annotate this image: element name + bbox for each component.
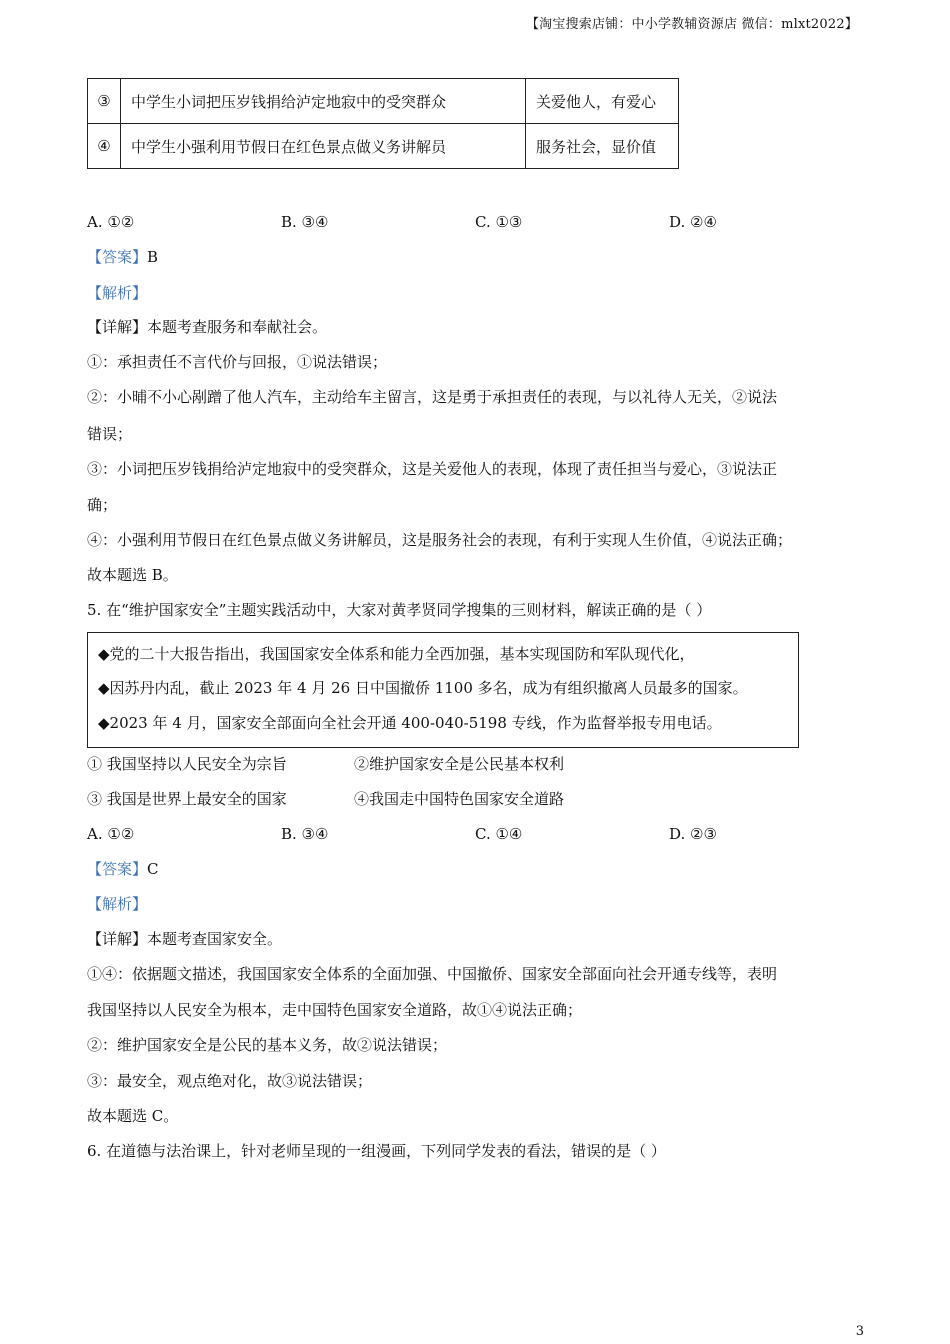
table-cell-num: ④ xyxy=(88,124,121,169)
page-header: 【淘宝搜索店铺：中小学教辅资源店 微信：mlxt2022】 xyxy=(525,17,858,32)
q5-explanation-line: ③：最安全，观点绝对化，故③说法错误； xyxy=(87,1072,373,1090)
q5-material-box xyxy=(87,632,799,748)
q5-explanation-line: ①④：依据题文描述，我国国家安全体系的全面加强、中国撤侨、国家安全部面向社会开通专线等，表明 xyxy=(87,965,778,983)
q5-explanation-line: 【详解】本题考查国家安全。 xyxy=(87,930,283,948)
answer-value: C xyxy=(147,860,159,878)
material-item: ◆党的二十大报告指出，我国国家安全体系和能力全西加强，基本实现国防和军队现代化， xyxy=(98,645,695,663)
answer-value: B xyxy=(147,248,159,266)
table-row xyxy=(88,124,679,169)
q4-option-b: B. ③④ xyxy=(281,213,329,231)
q5-option-c: C. ①④ xyxy=(475,825,523,843)
q4-option-c: C. ①③ xyxy=(475,213,523,231)
q4-explanation-line: 【详解】本题考查服务和奉献社会。 xyxy=(87,318,328,336)
q5-option-b: B. ③④ xyxy=(281,825,329,843)
q4-analysis-tag: 【解析】 xyxy=(87,284,148,302)
material-item: ◆因苏丹内乱，截止 2023 年 4 月 26 日中国撤侨 1100 多名，成为有组织撤离人员最多的国家。 xyxy=(98,679,748,697)
q4-explanation-line: 确； xyxy=(87,496,118,514)
answer-tag: 【答案】 xyxy=(87,248,148,266)
table-cell-num: ③ xyxy=(88,79,121,124)
q4-option-a: A. ①② xyxy=(87,213,135,231)
q4-conclusion: 故本题选 B。 xyxy=(87,566,178,584)
q4-explanation-line: ②：小晡不小心剐蹭了他人汽车，主动给车主留言，这是勇于承担责任的表现，与以礼待人无关，②说法 xyxy=(87,388,778,406)
q6-stem: 6. 在道德与法治课上，针对老师呈现的一组漫画，下列同学发表的看法，错误的是（ ） xyxy=(87,1142,666,1160)
q4-answer xyxy=(87,247,158,267)
q5-answer xyxy=(87,859,159,879)
q5-conclusion: 故本题选 C。 xyxy=(87,1107,179,1125)
table-cell-meaning: 关爱他人，有爱心 xyxy=(526,79,679,124)
q5-analysis-tag: 【解析】 xyxy=(87,895,148,913)
q4-explanation-line: ④：小强利用节假日在红色景点做义务讲解员，这是服务社会的表现，有利于实现人生价值，④说法正确； xyxy=(87,531,793,549)
q4-explanation-line: 错误； xyxy=(87,425,133,443)
q5-explanation-line: ②：维护国家安全是公民的基本义务，故②说法错误； xyxy=(87,1036,448,1054)
q5-statement: ④我国走中国特色国家安全道路 xyxy=(354,790,565,808)
q5-option-a: A. ①② xyxy=(87,825,135,843)
q5-statement: ① 我国坚持以人民安全为宗旨 xyxy=(87,755,287,773)
table-cell-event: 中学生小强利用节假日在红色景点做义务讲解员 xyxy=(121,124,526,169)
comparison-table xyxy=(87,78,679,169)
table-cell-meaning: 服务社会，显价值 xyxy=(526,124,679,169)
q5-option-d: D. ②③ xyxy=(669,825,717,843)
table-cell-event: 中学生小词把压岁钱捐给泸定地寂中的受突群众 xyxy=(121,79,526,124)
page-number: 3 xyxy=(855,1324,864,1339)
answer-tag: 【答案】 xyxy=(87,860,148,878)
q5-statement: ②维护国家安全是公民基本权利 xyxy=(354,755,565,773)
q4-explanation-line: ①：承担责任不言代价与回报，①说法错误； xyxy=(87,353,388,371)
q5-explanation-line: 我国坚持以人民安全为根本，走中国特色国家安全道路，故①④说法正确； xyxy=(87,1001,583,1019)
q4-explanation-line: ③：小词把压岁钱捐给泸定地寂中的受突群众，这是关爱他人的表现，体现了责任担当与爱心，③说法正 xyxy=(87,460,778,478)
q4-option-d: D. ②④ xyxy=(669,213,717,231)
material-item: ◆2023 年 4 月，国家安全部面向全社会开通 400-040-5198 专线，作为监督举报专用电话。 xyxy=(98,714,722,732)
q5-stem: 5. 在“维护国家安全”主题实践活动中，大家对黄孝贤同学搜集的三则材料，解读正确的是（ ） xyxy=(87,601,712,619)
table-row xyxy=(88,79,679,124)
q5-statement: ③ 我国是世界上最安全的国家 xyxy=(87,790,287,808)
